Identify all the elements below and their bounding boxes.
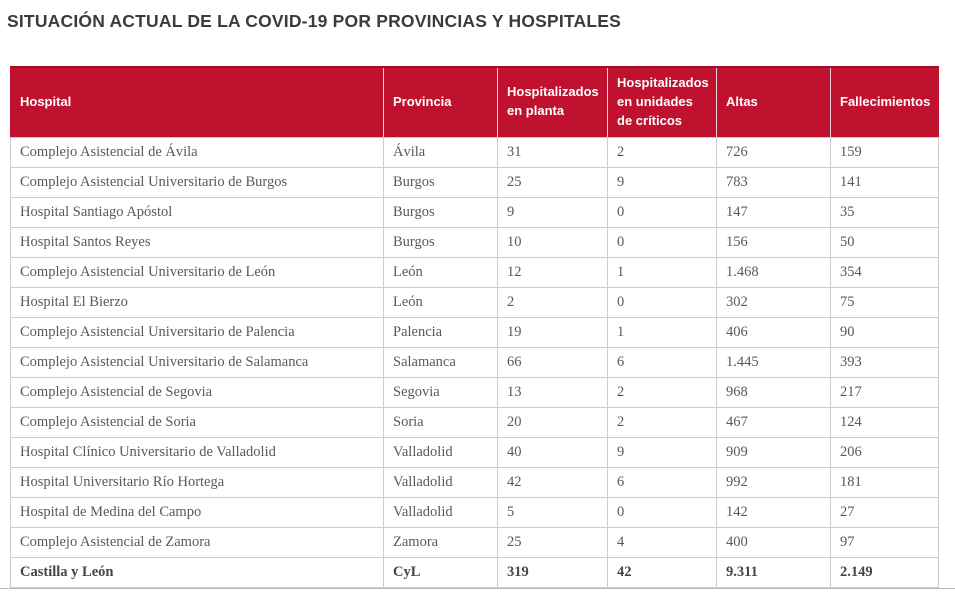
cell-altas: 142 [717, 497, 831, 527]
table-row [11, 527, 939, 557]
column-header-altas: Altas [717, 67, 831, 137]
cell-criticos: 1 [608, 317, 717, 347]
table-row [11, 257, 939, 287]
cell-planta: 19 [498, 317, 608, 347]
cell-altas: 968 [717, 377, 831, 407]
cell-provincia: León [384, 287, 498, 317]
cell-fallecimientos: 2.149 [831, 557, 939, 587]
cell-altas: 726 [717, 137, 831, 167]
table-row [11, 437, 939, 467]
cell-altas: 406 [717, 317, 831, 347]
cell-criticos: 0 [608, 227, 717, 257]
table-row [11, 317, 939, 347]
cell-provincia: León [384, 257, 498, 287]
cell-hospital: Complejo Asistencial de Zamora [11, 527, 384, 557]
cell-provincia: Burgos [384, 197, 498, 227]
cell-planta: 10 [498, 227, 608, 257]
cell-fallecimientos: 159 [831, 137, 939, 167]
cell-fallecimientos: 124 [831, 407, 939, 437]
cell-planta: 12 [498, 257, 608, 287]
cell-hospital: Hospital Clínico Universitario de Valladolid [11, 437, 384, 467]
column-header-provincia: Provincia [384, 67, 498, 137]
cell-hospital: Complejo Asistencial Universitario de Palencia [11, 317, 384, 347]
cell-altas: 400 [717, 527, 831, 557]
cell-hospital: Hospital Universitario Río Hortega [11, 467, 384, 497]
column-header-fallecimientos: Fallecimientos [831, 67, 939, 137]
cell-criticos: 4 [608, 527, 717, 557]
cell-fallecimientos: 75 [831, 287, 939, 317]
cell-provincia: Valladolid [384, 467, 498, 497]
cell-criticos: 0 [608, 287, 717, 317]
cell-provincia: Segovia [384, 377, 498, 407]
table-row [11, 227, 939, 257]
cell-hospital: Hospital Santiago Apóstol [11, 197, 384, 227]
cell-planta: 2 [498, 287, 608, 317]
cell-criticos: 9 [608, 437, 717, 467]
cell-altas: 909 [717, 437, 831, 467]
cell-criticos: 2 [608, 137, 717, 167]
table-total-row [11, 557, 939, 587]
table-row [11, 497, 939, 527]
cell-planta: 66 [498, 347, 608, 377]
column-header-planta: Hospitalizados en planta [498, 67, 608, 137]
cell-hospital: Hospital El Bierzo [11, 287, 384, 317]
cell-fallecimientos: 217 [831, 377, 939, 407]
cell-provincia: Valladolid [384, 497, 498, 527]
cell-fallecimientos: 141 [831, 167, 939, 197]
table-header [11, 67, 939, 137]
table-row [11, 407, 939, 437]
cell-hospital: Complejo Asistencial Universitario de León [11, 257, 384, 287]
cell-planta: 31 [498, 137, 608, 167]
cell-provincia: Burgos [384, 227, 498, 257]
cell-altas: 1.468 [717, 257, 831, 287]
cell-provincia: Zamora [384, 527, 498, 557]
cell-provincia: CyL [384, 557, 498, 587]
cell-criticos: 42 [608, 557, 717, 587]
cell-altas: 783 [717, 167, 831, 197]
page-title: SITUACIÓN ACTUAL DE LA COVID-19 POR PROVINCIAS Y HOSPITALES [7, 11, 622, 31]
cell-fallecimientos: 181 [831, 467, 939, 497]
cell-criticos: 2 [608, 407, 717, 437]
cell-planta: 40 [498, 437, 608, 467]
table-header-row [11, 67, 939, 137]
cell-hospital: Complejo Asistencial Universitario de Burgos [11, 167, 384, 197]
cell-hospital: Hospital de Medina del Campo [11, 497, 384, 527]
cell-criticos: 1 [608, 257, 717, 287]
table-row [11, 137, 939, 167]
cell-provincia: Palencia [384, 317, 498, 347]
cell-hospital: Complejo Asistencial de Soria [11, 407, 384, 437]
cell-provincia: Salamanca [384, 347, 498, 377]
table-row [11, 467, 939, 497]
cell-altas: 467 [717, 407, 831, 437]
cell-criticos: 0 [608, 197, 717, 227]
cell-planta: 25 [498, 527, 608, 557]
table-row [11, 197, 939, 227]
cell-planta: 20 [498, 407, 608, 437]
cell-fallecimientos: 35 [831, 197, 939, 227]
cell-criticos: 0 [608, 497, 717, 527]
table-row [11, 167, 939, 197]
cell-criticos: 6 [608, 467, 717, 497]
cell-provincia: Soria [384, 407, 498, 437]
cell-altas: 1.445 [717, 347, 831, 377]
table-row [11, 377, 939, 407]
column-header-hospital: Hospital [11, 67, 384, 137]
cell-altas: 147 [717, 197, 831, 227]
cell-planta: 319 [498, 557, 608, 587]
cell-altas: 156 [717, 227, 831, 257]
cell-fallecimientos: 206 [831, 437, 939, 467]
cell-hospital: Hospital Santos Reyes [11, 227, 384, 257]
cell-fallecimientos: 90 [831, 317, 939, 347]
cell-criticos: 9 [608, 167, 717, 197]
bottom-divider [0, 588, 955, 589]
cell-provincia: Ávila [384, 137, 498, 167]
cell-criticos: 2 [608, 377, 717, 407]
cell-planta: 5 [498, 497, 608, 527]
cell-hospital: Complejo Asistencial Universitario de Salamanca [11, 347, 384, 377]
cell-planta: 9 [498, 197, 608, 227]
table-body [11, 137, 939, 587]
table-row [11, 287, 939, 317]
cell-planta: 13 [498, 377, 608, 407]
covid-hospitals-table [10, 66, 939, 588]
cell-fallecimientos: 393 [831, 347, 939, 377]
cell-provincia: Valladolid [384, 437, 498, 467]
cell-altas: 9.311 [717, 557, 831, 587]
cell-altas: 302 [717, 287, 831, 317]
cell-fallecimientos: 27 [831, 497, 939, 527]
cell-altas: 992 [717, 467, 831, 497]
cell-fallecimientos: 97 [831, 527, 939, 557]
cell-hospital: Complejo Asistencial de Segovia [11, 377, 384, 407]
column-header-criticos: Hospitalizados en unidades de críticos [608, 67, 717, 137]
cell-hospital: Castilla y León [11, 557, 384, 587]
cell-provincia: Burgos [384, 167, 498, 197]
table-row [11, 347, 939, 377]
cell-fallecimientos: 354 [831, 257, 939, 287]
cell-planta: 25 [498, 167, 608, 197]
cell-planta: 42 [498, 467, 608, 497]
cell-hospital: Complejo Asistencial de Ávila [11, 137, 384, 167]
cell-criticos: 6 [608, 347, 717, 377]
cell-fallecimientos: 50 [831, 227, 939, 257]
